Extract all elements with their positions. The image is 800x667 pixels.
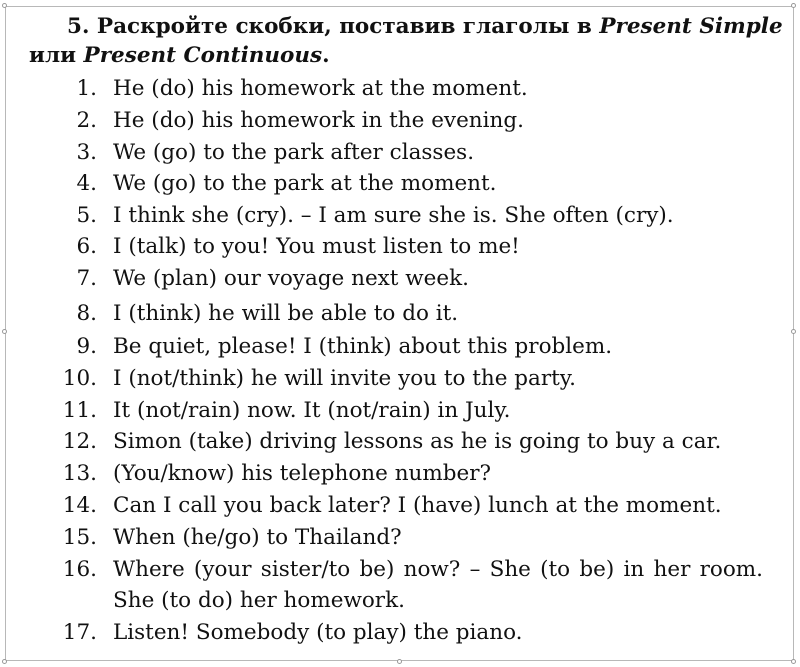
resize-handle-bottom-center[interactable] — [397, 659, 402, 664]
item-number: 7. — [76, 266, 97, 291]
item-text: Where (your sister/to be) now? – She (to be) in her room. She (to do) her homework. — [113, 557, 763, 613]
title-tense-2: Present Continuous — [83, 43, 323, 68]
item-text: We (go) to the park at the moment. — [113, 171, 497, 196]
item-number: 15. — [62, 525, 97, 550]
item-number: 11. — [62, 398, 97, 423]
resize-handle-top-right[interactable] — [791, 3, 796, 8]
item-number: 17. — [62, 620, 97, 645]
item-number: 13. — [62, 461, 97, 486]
title-lead: 5. Раскройте скобки, поставив глаголы в — [67, 14, 600, 39]
resize-handle-middle-right[interactable] — [791, 329, 796, 334]
item-text: I (not/think) he will invite you to the party. — [113, 366, 576, 391]
item-text: He (do) his homework at the moment. — [113, 76, 528, 101]
item-text: When (he/go) to Thailand? — [113, 525, 402, 550]
item-number: 1. — [76, 76, 97, 101]
item-number: 10. — [62, 366, 97, 391]
item-number: 2. — [76, 108, 97, 133]
item-number: 8. — [76, 301, 97, 326]
item-number: 6. — [76, 234, 97, 259]
item-text: Simon (take) driving lessons as he is going to buy a car. — [113, 429, 722, 454]
item-text: I (think) he will be able to do it. — [113, 301, 459, 326]
exercise-title — [29, 12, 784, 70]
item-number: 3. — [76, 140, 97, 165]
item-text: He (do) his homework in the evening. — [113, 108, 524, 133]
resize-handle-bottom-left[interactable] — [2, 659, 7, 664]
item-text: Listen! Somebody (to play) the piano. — [113, 620, 523, 645]
item-number: 4. — [76, 171, 97, 196]
title-end: . — [322, 43, 330, 68]
item-text: (You/know) his telephone number? — [113, 461, 492, 486]
item-text: We (go) to the park after classes. — [113, 140, 475, 165]
title-tense-1: Present Simple — [599, 14, 783, 39]
item-number: 16. — [62, 557, 97, 582]
item-text: Be quiet, please! I (think) about this problem. — [113, 334, 613, 359]
resize-handle-bottom-right[interactable] — [791, 659, 796, 664]
item-text: I (talk) to you! You must listen to me! — [113, 234, 520, 259]
item-text: Can I call you back later? I (have) lunch at the moment. — [113, 493, 722, 518]
item-text: I think she (cry). – I am sure she is. She often (cry). — [113, 203, 674, 228]
item-number: 9. — [76, 334, 97, 359]
resize-handle-top-left[interactable] — [2, 3, 7, 8]
item-number: 12. — [62, 429, 97, 454]
item-number: 14. — [62, 493, 97, 518]
title-mid: или — [29, 43, 84, 68]
item-text: We (plan) our voyage next week. — [113, 266, 469, 291]
item-number: 5. — [76, 203, 97, 228]
item-text: It (not/rain) now. It (not/rain) in July. — [113, 398, 511, 423]
